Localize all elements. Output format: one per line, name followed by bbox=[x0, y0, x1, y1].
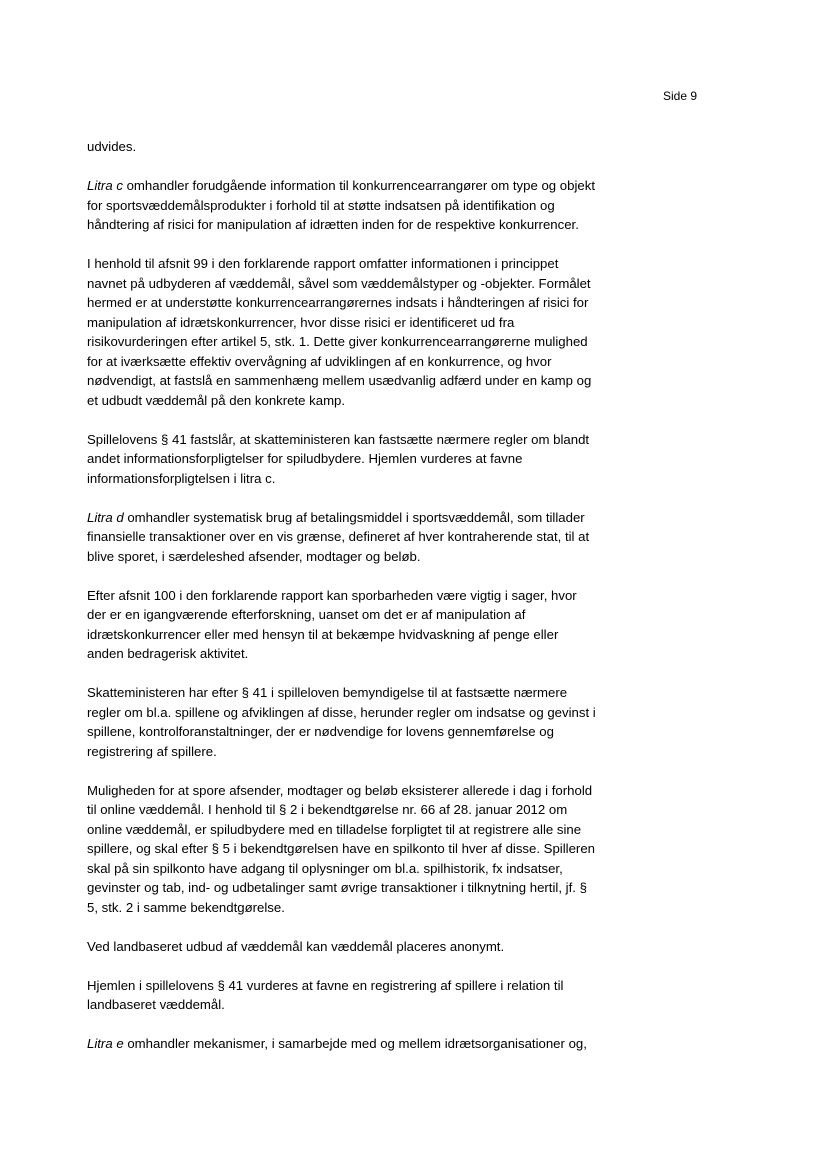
text-line bbox=[87, 859, 643, 879]
line-text: for sportsvæddemålsprodukter i forhold til at støtte indsatsen på identifikation og bbox=[87, 197, 555, 213]
line-text: spillene, kontrolforanstaltninger, der er nødvendige for lovens gennemførelse og bbox=[87, 724, 554, 739]
text-line bbox=[87, 683, 643, 703]
text-line bbox=[87, 586, 643, 606]
line-text: et udbudt væddemål på den konkrete kamp. bbox=[87, 392, 346, 408]
text-line bbox=[87, 781, 643, 801]
text-line bbox=[87, 254, 643, 274]
text-line bbox=[87, 430, 643, 450]
line-text: Muligheden for at spore afsender, modtager og beløb eksisterer allerede i dag i forhold bbox=[87, 782, 593, 798]
line-text: anden bedragerisk aktivitet. bbox=[87, 646, 249, 661]
paragraph bbox=[87, 430, 643, 489]
text-line bbox=[87, 196, 643, 216]
line-text: I henhold til afsnit 99 i den forklarende rapport omfatter informationen i princippet bbox=[87, 256, 559, 271]
line-text: skal på sin spilkonto have adgang til oplysninger om bl.a. spilhistorik, fx indsatser, bbox=[87, 860, 563, 876]
line-text: for at iværksætte effektiv overvågning af udviklingen af en konkurrence, og hvor bbox=[87, 353, 552, 369]
line-text: der er en igangværende efterforskning, uanset om det er af manipulation af bbox=[87, 607, 526, 622]
paragraph bbox=[87, 508, 643, 567]
line-text: registrering af spillere. bbox=[87, 743, 217, 759]
line-text: Efter afsnit 100 i den forklarende rapport kan sporbarheden være vigtig i sager, hvor bbox=[87, 587, 577, 603]
text-line bbox=[87, 722, 643, 742]
text-line bbox=[87, 508, 643, 528]
text-line bbox=[87, 527, 643, 547]
litra-lead: Litra d bbox=[87, 509, 124, 525]
line-text: nødvendigt, at fastslå en sammenhæng mellem usædvanlig adfærd under en kamp og bbox=[87, 373, 592, 388]
text-line bbox=[87, 898, 643, 918]
paragraph bbox=[87, 683, 643, 761]
text-line bbox=[87, 215, 643, 235]
line-text: 5, stk. 2 i samme bekendtgørelse. bbox=[87, 899, 285, 915]
line-text: Ved landbaseret udbud af væddemål kan væddemål placeres anonymt. bbox=[87, 938, 505, 954]
text-line bbox=[87, 1034, 643, 1054]
paragraph bbox=[87, 976, 643, 1015]
text-line bbox=[87, 839, 643, 859]
paragraph bbox=[87, 1034, 643, 1054]
text-line bbox=[87, 469, 643, 489]
line-text: andet informationsforpligtelser for spiludbydere. Hjemlen vurderes at favne bbox=[87, 451, 523, 466]
paragraph bbox=[87, 937, 643, 957]
text-line bbox=[87, 313, 643, 333]
text-line bbox=[87, 547, 643, 567]
line-text: Skatteministeren har efter § 41 i spilleloven bemyndigelse til at fastsætte nærmere bbox=[87, 685, 568, 700]
text-line bbox=[87, 332, 643, 352]
text-line bbox=[87, 820, 643, 840]
line-text: idrætskonkurrencer eller med hensyn til at bekæmpe hvidvaskning af penge eller bbox=[87, 626, 559, 642]
line-text: til online væddemål. I henhold til § 2 i bekendtgørelse nr. 66 af 28. januar 2012 om bbox=[87, 802, 568, 817]
text-line bbox=[87, 605, 643, 625]
text-line bbox=[87, 176, 643, 196]
line-text: finansielle transaktioner over en vis grænse, defineret af hver kontraherende stat, til at bbox=[87, 529, 590, 544]
text-line bbox=[87, 137, 643, 157]
paragraph bbox=[87, 137, 643, 157]
text-line bbox=[87, 703, 643, 723]
line-text: regler om bl.a. spillene og afviklingen af disse, herunder regler om indsatse og gevinst i bbox=[87, 704, 596, 720]
line-text: omhandler forudgående information til konkurrencearrangører om type og objekt bbox=[122, 178, 595, 193]
text-line bbox=[87, 800, 643, 820]
litra-lead: Litra e bbox=[87, 1036, 124, 1051]
text-line bbox=[87, 449, 643, 469]
text-line bbox=[87, 644, 643, 664]
line-text: hermed er at understøtte konkurrencearrangørernes indsats i håndteringen af risici for bbox=[87, 295, 589, 310]
document-body bbox=[87, 137, 643, 1073]
text-line bbox=[87, 391, 643, 411]
page-number: Side 9 bbox=[662, 89, 697, 103]
line-text: omhandler systematisk brug af betalingsmiddel i sportsvæddemål, som tillader bbox=[123, 509, 585, 525]
paragraph bbox=[87, 254, 643, 410]
text-line bbox=[87, 293, 643, 313]
text-line bbox=[87, 995, 643, 1015]
text-line bbox=[87, 937, 643, 957]
paragraph bbox=[87, 176, 643, 235]
text-line bbox=[87, 352, 643, 372]
paragraph bbox=[87, 781, 643, 918]
text-line bbox=[87, 274, 643, 294]
line-text: Hjemlen i spillelovens § 41 vurderes at favne en registrering af spillere i relation til bbox=[87, 977, 564, 993]
line-text: udvides. bbox=[87, 139, 137, 154]
text-line bbox=[87, 371, 643, 391]
text-line bbox=[87, 878, 643, 898]
text-line bbox=[87, 625, 643, 645]
line-text: manipulation af idrætskonkurrencer, hvor disse risici er identificeret ud fra bbox=[87, 314, 515, 330]
line-text: blive sporet, i særdeleshed afsender, modtager og beløb. bbox=[87, 548, 421, 564]
line-text: online væddemål, er spiludbydere med en tilladelse forpligtet til at registrere alle sine bbox=[87, 821, 582, 837]
line-text: håndtering af risici for manipulation af idrætten inden for de respektive konkurrencer. bbox=[87, 217, 579, 232]
line-text: landbaseret væddemål. bbox=[87, 997, 225, 1012]
line-text: Spillelovens § 41 fastslår, at skatteministeren kan fastsætte nærmere regler om blandt bbox=[87, 431, 590, 447]
line-text: navnet på udbyderen af væddemål, såvel som væddemålstyper og -objekter. Formålet bbox=[87, 275, 591, 291]
line-text: spillere, og skal efter § 5 i bekendtgørelsen have en spilkonto til hver af disse. Spilleren bbox=[87, 841, 595, 856]
text-line bbox=[87, 742, 643, 762]
text-line bbox=[87, 976, 643, 996]
line-text: omhandler mekanismer, i samarbejde med og mellem idrætsorganisationer og, bbox=[123, 1036, 587, 1051]
line-text: risikovurderingen efter artikel 5, stk. 1. Dette giver konkurrencearrangørerne mulighed bbox=[87, 334, 588, 349]
line-text: informationsforpligtelsen i litra c. bbox=[87, 470, 276, 486]
litra-lead: Litra c bbox=[87, 178, 123, 193]
paragraph bbox=[87, 586, 643, 664]
line-text: gevinster og tab, ind- og udbetalinger samt øvrige transaktioner i tilknytning hertil, jf. § bbox=[87, 880, 587, 895]
